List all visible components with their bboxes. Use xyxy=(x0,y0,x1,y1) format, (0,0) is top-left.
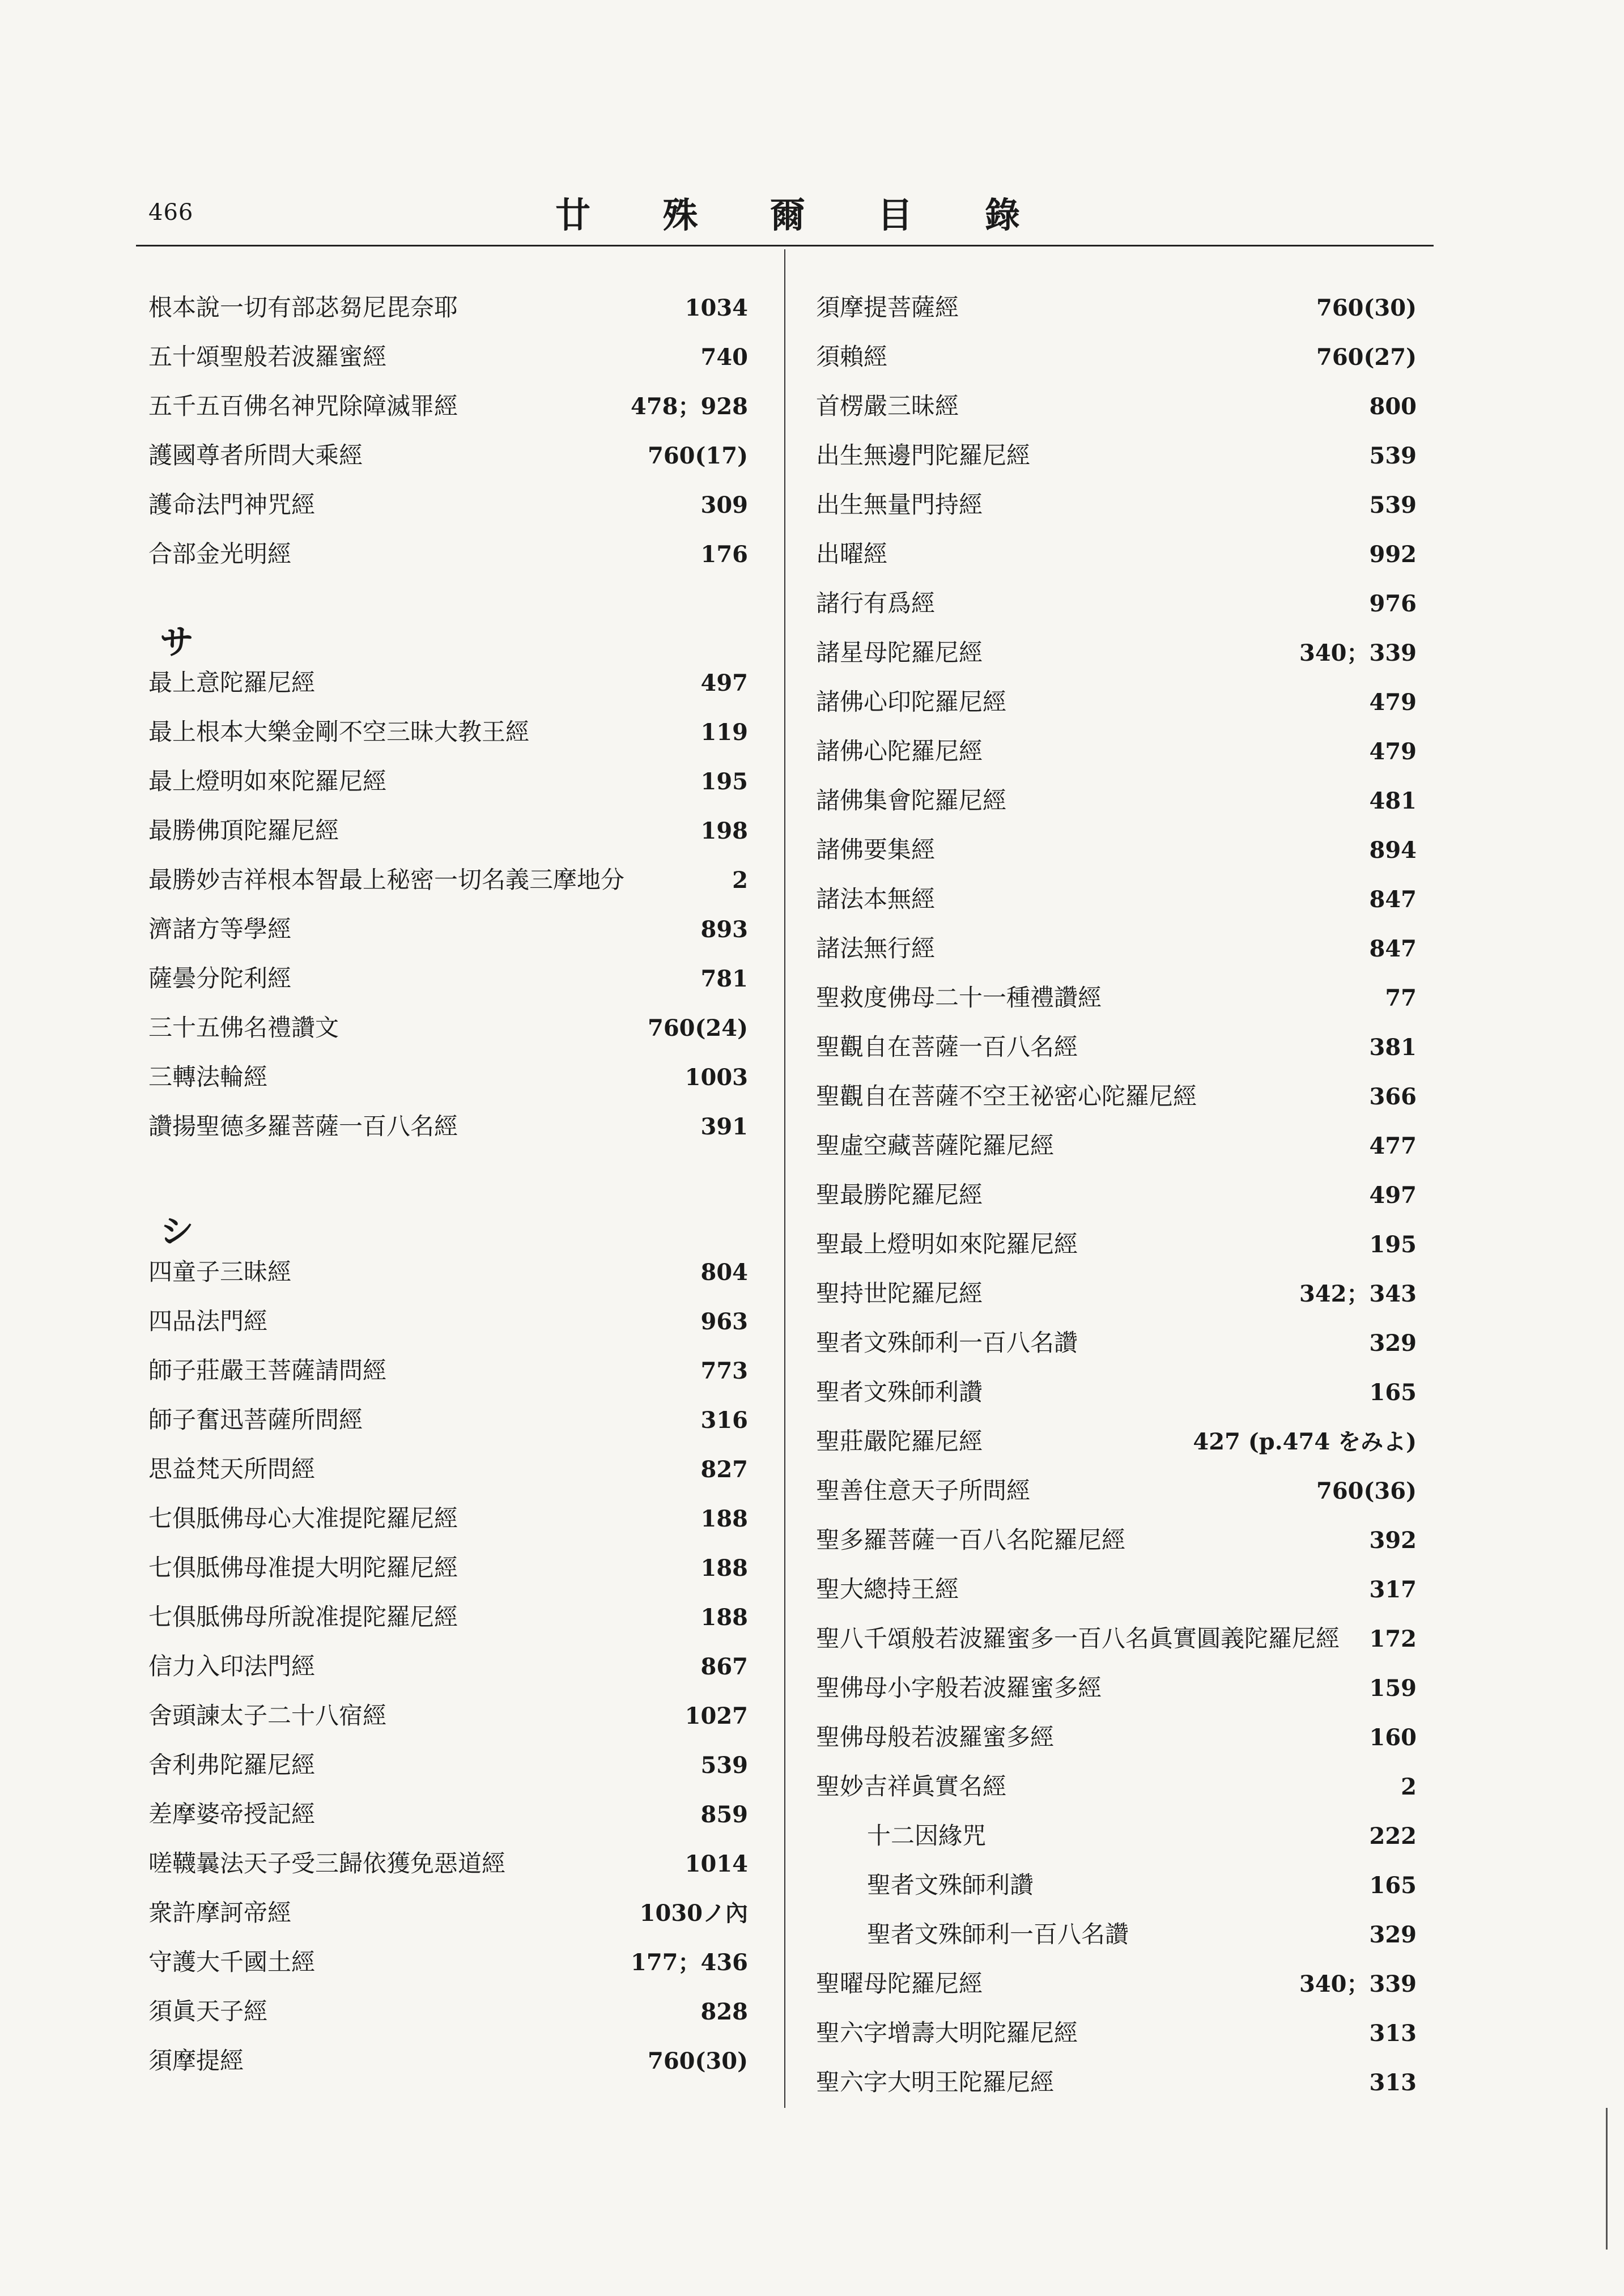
entry-title: 最上意陀羅尼經 xyxy=(148,669,316,696)
right-column xyxy=(816,289,1417,2113)
column-divider xyxy=(784,249,785,2108)
index-entry xyxy=(148,1598,748,1648)
entry-ref-number: 342；343 xyxy=(1299,1281,1417,1307)
entry-title: 差摩婆帝授記經 xyxy=(148,1800,316,1828)
index-entry xyxy=(816,535,1417,585)
entry-ref-number: 165 xyxy=(1369,1872,1417,1899)
entry-ref-number: 188 xyxy=(700,1555,748,1581)
entry-ref-number: 477 xyxy=(1369,1133,1417,1159)
index-entry xyxy=(148,960,748,1009)
entry-title: 諸佛集會陀羅尼經 xyxy=(816,786,1007,814)
entry-title: 諸佛心印陀羅尼經 xyxy=(816,688,1007,716)
index-entry xyxy=(148,1993,748,2042)
entry-ref-number: 539 xyxy=(1369,492,1417,518)
title-char: 廿 xyxy=(555,194,591,236)
index-entry xyxy=(148,1697,748,1746)
entry-title: 五十頌聖般若波羅蜜經 xyxy=(148,343,387,371)
entry-title: 諸佛心陀羅尼經 xyxy=(816,737,983,765)
index-entry xyxy=(148,861,748,911)
index-entry xyxy=(816,1324,1417,1374)
entry-ref-number: 760(27) xyxy=(1316,344,1417,371)
index-entry xyxy=(148,1944,748,1993)
entry-ref-number: 740 xyxy=(700,344,748,371)
entry-ref-number: 340；339 xyxy=(1299,640,1417,666)
entry-group-1 xyxy=(148,289,748,585)
entry-ref-number: 188 xyxy=(700,1506,748,1532)
section-heading-shi: シ xyxy=(160,1212,194,1252)
entry-title: 舍利弗陀羅尼經 xyxy=(148,1751,316,1779)
entry-title: 須眞天子經 xyxy=(148,1997,268,2025)
entry-title: 聖持世陀羅尼經 xyxy=(816,1279,983,1307)
entry-ref-number: 165 xyxy=(1369,1379,1417,1406)
entry-ref-number: 329 xyxy=(1369,1330,1417,1357)
entry-title: 最勝妙吉祥根本智最上秘密一切名義三摩地分 xyxy=(148,866,625,894)
entry-ref-number: 847 xyxy=(1369,886,1417,913)
sub-entry-group xyxy=(816,1817,1417,1965)
index-entry xyxy=(816,338,1417,388)
index-entry xyxy=(816,634,1417,683)
index-entry xyxy=(816,1275,1417,1324)
entry-ref-number: 800 xyxy=(1369,393,1417,420)
index-entry xyxy=(148,1303,748,1352)
entry-title: 最上根本大樂金剛不空三昧大教王經 xyxy=(148,718,530,746)
entry-ref-number: 773 xyxy=(700,1358,748,1384)
entry-title: 濟諸方等學經 xyxy=(148,915,292,943)
entry-ref-number: 366 xyxy=(1369,1083,1417,1110)
index-entry xyxy=(148,289,748,338)
entry-title: 薩曇分陀利經 xyxy=(148,964,292,992)
entry-title: 聖六字增壽大明陀羅尼經 xyxy=(816,2019,1078,2047)
index-entry xyxy=(816,831,1417,881)
index-entry xyxy=(816,1620,1417,1669)
index-entry xyxy=(148,1108,748,1157)
entry-title: 護國尊者所問大乘經 xyxy=(148,441,363,469)
entry-ref-number: 867 xyxy=(700,1653,748,1680)
entry-ref-number: 781 xyxy=(700,966,748,992)
index-entry xyxy=(816,979,1417,1028)
index-entry xyxy=(816,1472,1417,1521)
entry-ref-number: 2 xyxy=(1401,1774,1417,1800)
index-entry xyxy=(148,1451,748,1500)
section-heading-sa: サ xyxy=(160,623,194,662)
entry-ref-number: 539 xyxy=(700,1752,748,1779)
entry-title: 聖妙吉祥眞實名經 xyxy=(816,1772,1007,1800)
title-char: 錄 xyxy=(984,194,1020,236)
index-entry xyxy=(816,1374,1417,1423)
entry-title: 七俱胝佛母所說准提陀羅尼經 xyxy=(148,1603,458,1631)
entry-title: 五千五百佛名神咒除障滅罪經 xyxy=(148,392,458,420)
entry-title: 衆許摩訶帝經 xyxy=(148,1899,292,1927)
entry-ref-number: 329 xyxy=(1369,1921,1417,1948)
index-entry xyxy=(148,664,748,713)
entry-title: 諸佛要集經 xyxy=(816,836,936,864)
index-entry xyxy=(148,1648,748,1697)
entry-ref-number: 313 xyxy=(1369,2069,1417,2096)
entry-group-5 xyxy=(816,1965,1417,2113)
index-entry xyxy=(148,388,748,437)
index-entry xyxy=(816,1768,1417,1817)
entry-title: 諸星母陀羅尼經 xyxy=(816,639,983,666)
entry-title: 思益梵天所問經 xyxy=(148,1455,316,1483)
entry-title: 聖大總持王經 xyxy=(816,1575,959,1603)
entry-ref-number: 827 xyxy=(700,1456,748,1483)
entry-group-2 xyxy=(148,664,748,1157)
entry-title: 最上燈明如來陀羅尼經 xyxy=(148,767,387,795)
entry-title: 四童子三昧經 xyxy=(148,1258,292,1286)
index-entry xyxy=(148,713,748,763)
entry-title: 聖善住意天子所問經 xyxy=(816,1477,1031,1504)
index-entry xyxy=(816,1521,1417,1571)
entry-title: 出生無量門持經 xyxy=(816,491,983,518)
entry-ref-number: 992 xyxy=(1369,541,1417,568)
entry-ref-number: 427 (p.474 をみよ) xyxy=(1193,1428,1417,1455)
entry-title: 聖最上燈明如來陀羅尼經 xyxy=(816,1230,1078,1258)
title-char: 爾 xyxy=(770,194,805,236)
entry-title: 聖虛空藏菩薩陀羅尼經 xyxy=(816,1132,1055,1159)
entry-title: 聖曜母陀羅尼經 xyxy=(816,1970,983,1997)
entry-ref-number: 760(36) xyxy=(1316,1478,1417,1504)
left-column xyxy=(148,289,748,2091)
index-entry xyxy=(148,486,748,535)
entry-ref-number: 177；436 xyxy=(631,1949,748,1976)
entry-title: 聖佛母般若波羅蜜多經 xyxy=(816,1723,1055,1751)
index-entry xyxy=(816,683,1417,733)
entry-ref-number: 392 xyxy=(1369,1527,1417,1554)
margin-line xyxy=(1606,2108,1608,2250)
entry-title: 聖莊嚴陀羅尼經 xyxy=(816,1427,983,1455)
index-entry xyxy=(148,812,748,861)
index-sub-entry xyxy=(816,1866,1417,1916)
index-entry xyxy=(816,930,1417,979)
entry-ref-number: 478；928 xyxy=(631,393,748,420)
entry-title: 七俱胝佛母心大准提陀羅尼經 xyxy=(148,1504,458,1532)
entry-ref-number: 391 xyxy=(700,1113,748,1140)
entry-ref-number: 1030ノ內 xyxy=(639,1900,748,1927)
entry-ref-number: 119 xyxy=(700,719,748,746)
entry-ref-number: 340；339 xyxy=(1299,1971,1417,1997)
entry-ref-number: 828 xyxy=(700,1999,748,2025)
title-char: 殊 xyxy=(662,194,698,236)
entry-title: 須賴經 xyxy=(816,343,888,371)
index-entry xyxy=(148,1253,748,1303)
index-entry xyxy=(148,763,748,812)
entry-ref-number: 479 xyxy=(1369,689,1417,716)
index-entry xyxy=(816,1176,1417,1226)
index-entry xyxy=(148,1746,748,1796)
entry-ref-number: 160 xyxy=(1369,1724,1417,1751)
entry-title: 聖八千頌般若波羅蜜多一百八名眞實圓義陀羅尼經 xyxy=(816,1625,1340,1652)
entry-title: 讚揚聖德多羅菩薩一百八名經 xyxy=(148,1112,458,1140)
entry-title: 七俱胝佛母准提大明陀羅尼經 xyxy=(148,1554,458,1581)
entry-ref-number: 497 xyxy=(1369,1182,1417,1209)
entry-ref-number: 479 xyxy=(1369,738,1417,765)
entry-title: 三轉法輪經 xyxy=(148,1063,268,1091)
entry-title: 嗟韈曩法天子受三歸依獲免惡道經 xyxy=(148,1849,506,1877)
entry-ref-number: 481 xyxy=(1369,788,1417,814)
index-entry xyxy=(816,2064,1417,2113)
index-entry xyxy=(816,881,1417,930)
entry-ref-number: 313 xyxy=(1369,2020,1417,2047)
entry-ref-number: 1014 xyxy=(685,1851,748,1877)
entry-ref-number: 176 xyxy=(700,541,748,568)
entry-title: 出生無邊門陀羅尼經 xyxy=(816,441,1031,469)
entry-ref-number: 497 xyxy=(700,670,748,696)
entry-title: 首楞嚴三昧經 xyxy=(816,392,959,420)
entry-title: 三十五佛名禮讚文 xyxy=(148,1014,339,1041)
entry-ref-number: 77 xyxy=(1385,985,1417,1011)
index-entry xyxy=(148,2042,748,2091)
entry-ref-number: 1034 xyxy=(685,295,748,321)
entry-ref-number: 309 xyxy=(700,492,748,518)
index-entry xyxy=(816,1028,1417,1078)
index-entry xyxy=(816,782,1417,831)
entry-ref-number: 760(30) xyxy=(647,2048,748,2074)
entry-ref-number: 172 xyxy=(1369,1626,1417,1652)
index-entry xyxy=(148,1894,748,1944)
index-entry xyxy=(148,1058,748,1108)
entry-ref-number: 894 xyxy=(1369,837,1417,864)
entry-title: 聖者文殊師利讚 xyxy=(816,1378,983,1406)
entry-group-4 xyxy=(816,289,1417,1817)
entry-ref-number: 195 xyxy=(1369,1231,1417,1258)
index-entry xyxy=(816,437,1417,486)
index-entry xyxy=(148,1401,748,1451)
entry-title: 合部金光明經 xyxy=(148,540,292,568)
index-entry xyxy=(148,338,748,388)
entry-ref-number: 760(24) xyxy=(647,1015,748,1041)
index-entry xyxy=(816,289,1417,338)
entry-title: 聖者文殊師利一百八名讚 xyxy=(867,1920,1129,1948)
entry-title: 護命法門神咒經 xyxy=(148,491,316,518)
index-entry xyxy=(148,437,748,486)
entry-ref-number: 859 xyxy=(700,1801,748,1828)
entry-ref-number: 1003 xyxy=(685,1064,748,1091)
entry-title: 聖多羅菩薩一百八名陀羅尼經 xyxy=(816,1526,1126,1554)
entry-ref-number: 381 xyxy=(1369,1034,1417,1061)
entry-title: 聖最勝陀羅尼經 xyxy=(816,1181,983,1209)
index-entry xyxy=(816,1965,1417,2014)
running-title xyxy=(555,187,1020,237)
entry-title: 舍頭諫太子二十八宿經 xyxy=(148,1702,387,1729)
entry-ref-number: 963 xyxy=(700,1308,748,1335)
index-entry xyxy=(148,535,748,585)
entry-title: 根本說一切有部苾芻尼毘奈耶 xyxy=(148,294,458,321)
entry-title: 須摩提菩薩經 xyxy=(816,294,959,321)
index-entry xyxy=(816,1571,1417,1620)
entry-ref-number: 804 xyxy=(700,1259,748,1286)
index-entry xyxy=(148,1009,748,1058)
entry-title: 出曜經 xyxy=(816,540,888,568)
entry-title: 須摩提經 xyxy=(148,2047,244,2074)
entry-ref-number: 893 xyxy=(700,916,748,943)
index-entry xyxy=(148,911,748,960)
index-entry xyxy=(148,1845,748,1894)
entry-ref-number: 198 xyxy=(700,818,748,844)
index-sub-entry xyxy=(816,1817,1417,1866)
entry-ref-number: 760(17) xyxy=(647,443,748,469)
title-char: 目 xyxy=(877,194,913,236)
entry-title: 聖者文殊師利一百八名讚 xyxy=(816,1329,1078,1357)
entry-ref-number: 1027 xyxy=(685,1703,748,1729)
index-entry xyxy=(148,1500,748,1549)
header-rule xyxy=(136,245,1434,246)
entry-title: 聖觀自在菩薩不空王祕密心陀羅尼經 xyxy=(816,1082,1197,1110)
index-entry xyxy=(816,2014,1417,2064)
index-entry xyxy=(816,1226,1417,1275)
index-entry xyxy=(816,486,1417,535)
entry-title: 最勝佛頂陀羅尼經 xyxy=(148,817,339,844)
index-entry xyxy=(816,388,1417,437)
entry-group-3 xyxy=(148,1253,748,2091)
entry-ref-number: 317 xyxy=(1369,1576,1417,1603)
entry-title: 諸法本無經 xyxy=(816,885,936,913)
entry-ref-number: 316 xyxy=(700,1407,748,1434)
index-entry xyxy=(148,1549,748,1598)
index-entry xyxy=(816,1423,1417,1472)
index-entry xyxy=(148,1796,748,1845)
index-entry xyxy=(816,1078,1417,1127)
page-number: 466 xyxy=(148,199,194,226)
entry-title: 聖六字大明王陀羅尼經 xyxy=(816,2068,1055,2096)
entry-title: 聖佛母小字般若波羅蜜多經 xyxy=(816,1674,1102,1702)
index-sub-entry xyxy=(816,1916,1417,1965)
index-entry xyxy=(148,1352,748,1401)
entry-title: 信力入印法門經 xyxy=(148,1652,316,1680)
entry-ref-number: 188 xyxy=(700,1604,748,1631)
entry-title: 聖者文殊師利讚 xyxy=(867,1871,1034,1899)
entry-title: 守護大千國土經 xyxy=(148,1948,316,1976)
index-entry xyxy=(816,585,1417,634)
entry-title: 四品法門經 xyxy=(148,1307,268,1335)
entry-title: 諸行有爲經 xyxy=(816,589,936,617)
entry-ref-number: 847 xyxy=(1369,936,1417,962)
entry-ref-number: 760(30) xyxy=(1316,295,1417,321)
entry-ref-number: 2 xyxy=(732,867,748,894)
entry-title: 師子莊嚴王菩薩請問經 xyxy=(148,1357,387,1384)
index-entry xyxy=(816,1127,1417,1176)
entry-ref-number: 976 xyxy=(1369,590,1417,617)
entry-title: 聖觀自在菩薩一百八名經 xyxy=(816,1033,1078,1061)
entry-ref-number: 159 xyxy=(1369,1675,1417,1702)
entry-title: 聖救度佛母二十一種禮讚經 xyxy=(816,984,1102,1011)
index-entry xyxy=(816,1669,1417,1719)
entry-ref-number: 195 xyxy=(700,768,748,795)
entry-ref-number: 222 xyxy=(1369,1823,1417,1849)
index-entry xyxy=(816,733,1417,782)
entry-title: 諸法無行經 xyxy=(816,934,936,962)
entry-title: 十二因緣咒 xyxy=(867,1822,987,1849)
entry-title: 師子奮迅菩薩所問經 xyxy=(148,1406,363,1434)
entry-ref-number: 539 xyxy=(1369,443,1417,469)
index-entry xyxy=(816,1719,1417,1768)
